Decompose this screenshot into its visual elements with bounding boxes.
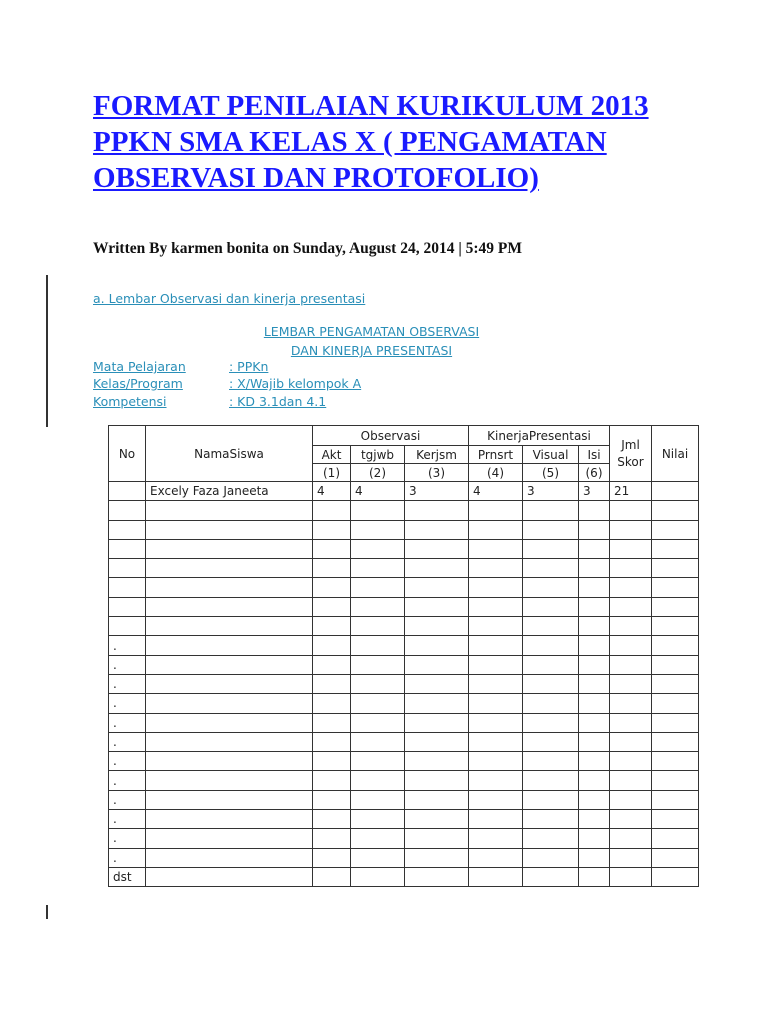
table-cell [610,829,652,848]
table-row [109,520,699,539]
table-cell [351,771,405,790]
table-cell: . [109,674,146,693]
table-cell [523,810,579,829]
table-cell [579,810,610,829]
table-cell [351,848,405,867]
table-row [109,617,699,636]
table-cell: . [109,829,146,848]
table-cell [146,501,313,520]
table-cell [523,752,579,771]
table-cell [146,829,313,848]
table-cell [469,713,523,732]
table-cell [313,752,351,771]
table-cell [351,674,405,693]
info-label: Mata Pelajaran [93,359,186,374]
table-cell [146,578,313,597]
table-row [109,655,699,674]
table-cell [579,559,610,578]
table-row [109,752,699,771]
table-cell [652,520,699,539]
header-name: NamaSiswa [146,426,313,482]
table-cell [146,655,313,674]
table-cell [579,694,610,713]
table-cell [109,578,146,597]
table-row [109,482,699,501]
table-cell [313,617,351,636]
table-cell [610,674,652,693]
table-cell [146,559,313,578]
table-cell [610,617,652,636]
table-cell [652,578,699,597]
table-cell: . [109,694,146,713]
table-cell [146,617,313,636]
info-label: Kelas/Program [93,376,183,391]
table-cell [351,752,405,771]
table-row [109,694,699,713]
table-cell [351,559,405,578]
table-cell [579,501,610,520]
table-cell: . [109,713,146,732]
header-num: (3) [405,464,469,482]
table-row [109,636,699,655]
table-cell [610,752,652,771]
table-cell [579,732,610,751]
table-cell [579,674,610,693]
table-cell [109,597,146,616]
table-cell [405,636,469,655]
table-cell [523,694,579,713]
table-row [109,713,699,732]
table-row [109,829,699,848]
table-cell: 3 [405,482,469,501]
table-cell [313,578,351,597]
table-cell [652,636,699,655]
table-cell [351,867,405,886]
header-num: (1) [313,464,351,482]
header-sub: Prnsrt [469,446,523,464]
table-cell [523,674,579,693]
table-row [109,771,699,790]
table-cell [579,790,610,809]
table-cell [523,829,579,848]
table-cell [469,597,523,616]
table-cell [405,713,469,732]
table-cell [469,810,523,829]
table-cell [610,539,652,558]
table-cell [469,501,523,520]
table-cell [146,771,313,790]
table-cell [469,790,523,809]
table-cell [351,597,405,616]
table-cell [313,848,351,867]
table-cell [469,636,523,655]
table-cell [313,674,351,693]
table-cell [146,636,313,655]
table-cell [579,597,610,616]
info-value: : KD 3.1dan 4.1 [229,394,327,409]
table-cell [579,713,610,732]
table-cell [313,732,351,751]
table-cell [405,578,469,597]
header-num: (4) [469,464,523,482]
sheet-heading-line-1: LEMBAR PENGAMATAN OBSERVASI [263,324,480,339]
table-cell [652,597,699,616]
table-cell [313,539,351,558]
table-row [109,501,699,520]
table-cell [523,867,579,886]
table-cell [405,694,469,713]
table-cell [610,636,652,655]
table-cell: dst [109,867,146,886]
table-cell [652,732,699,751]
table-cell: 4 [351,482,405,501]
table-cell [405,597,469,616]
header-sub: Visual [523,446,579,464]
table-cell [313,713,351,732]
header-no: No [109,426,146,482]
header-num: (5) [523,464,579,482]
table-cell [652,713,699,732]
table-cell [652,674,699,693]
table-cell [652,617,699,636]
section-a-heading: a. Lembar Observasi dan kinerja presentasi [93,291,366,306]
table-cell [523,597,579,616]
table-cell [313,655,351,674]
table-cell [313,790,351,809]
table-cell [146,694,313,713]
table-cell [109,617,146,636]
table-cell: . [109,636,146,655]
header-sub: Isi [579,446,610,464]
table-cell [351,539,405,558]
header-sub: Kerjsm [405,446,469,464]
table-cell [405,790,469,809]
table-cell [610,694,652,713]
table-cell [652,771,699,790]
table-cell [146,674,313,693]
table-cell: . [109,752,146,771]
table-cell [610,501,652,520]
table-cell [405,520,469,539]
table-cell [109,520,146,539]
header-num: (2) [351,464,405,482]
info-label: Kompetensi [93,394,167,409]
table-cell [652,848,699,867]
table-row [109,810,699,829]
table-cell [610,520,652,539]
table-cell [351,790,405,809]
table-cell [469,771,523,790]
table-cell [109,482,146,501]
table-cell [146,713,313,732]
table-cell [610,578,652,597]
table-cell [523,520,579,539]
table-row [109,559,699,578]
table-cell [109,501,146,520]
table-cell [652,694,699,713]
table-cell [579,520,610,539]
table-cell [579,617,610,636]
table-cell [579,752,610,771]
header-kinerja: KinerjaPresentasi [469,426,610,446]
table-cell [610,848,652,867]
table-cell [469,655,523,674]
table-cell [523,578,579,597]
table-cell [469,559,523,578]
table-cell [313,867,351,886]
table-cell [351,829,405,848]
table-cell [351,636,405,655]
table-cell [523,848,579,867]
header-sub: tgjwb [351,446,405,464]
table-cell [579,829,610,848]
table-row [109,867,699,886]
table-cell [523,771,579,790]
table-cell [146,732,313,751]
header-observasi: Observasi [313,426,469,446]
table-cell [405,829,469,848]
table-cell [146,848,313,867]
table-cell [523,539,579,558]
table-cell: 21 [610,482,652,501]
table-cell [579,867,610,886]
header-jml-skor: Jml Skor [610,426,652,482]
table-cell [523,559,579,578]
table-cell [579,655,610,674]
sheet-heading-line-2: DAN KINERJA PRESENTASI [290,343,453,358]
table-cell [313,694,351,713]
table-cell [405,752,469,771]
table-cell [610,713,652,732]
table-cell [405,559,469,578]
table-cell [405,732,469,751]
table-cell [351,501,405,520]
table-cell: . [109,848,146,867]
table-cell [652,790,699,809]
table-cell [610,810,652,829]
table-cell [523,636,579,655]
table-cell [579,578,610,597]
table-cell [579,636,610,655]
table-cell [313,829,351,848]
assessment-table [108,425,699,887]
table-cell [469,732,523,751]
table-cell [351,655,405,674]
table-cell [652,752,699,771]
table-cell [469,578,523,597]
table-cell: Excely Faza Janeeta [146,482,313,501]
table-cell [610,867,652,886]
table-cell: . [109,732,146,751]
info-value: : X/Wajib kelompok A [229,376,362,391]
table-cell: . [109,790,146,809]
table-cell [313,771,351,790]
table-cell [351,810,405,829]
table-cell [579,539,610,558]
table-cell [469,520,523,539]
table-cell [652,810,699,829]
table-cell [610,732,652,751]
table-row [109,848,699,867]
table-cell [523,790,579,809]
header-nilai: Nilai [652,426,699,482]
info-subject [93,359,268,374]
table-cell [469,829,523,848]
table-cell [610,559,652,578]
header-num: (6) [579,464,610,482]
table-cell [523,713,579,732]
table-cell: . [109,810,146,829]
table-cell [652,501,699,520]
table-cell [652,559,699,578]
header-sub: Akt [313,446,351,464]
table-cell [579,771,610,790]
table-cell [146,810,313,829]
table-cell [405,771,469,790]
table-cell [610,597,652,616]
table-cell [523,732,579,751]
table-cell [523,655,579,674]
info-competence [93,394,326,409]
info-value: : PPKn [229,359,269,374]
table-cell [610,655,652,674]
table-cell: 4 [469,482,523,501]
table-cell [405,655,469,674]
table-cell [652,829,699,848]
table-cell [610,790,652,809]
table-cell [652,655,699,674]
table-cell [351,578,405,597]
table-cell [610,771,652,790]
table-cell [351,732,405,751]
table-cell [313,636,351,655]
table-cell [523,617,579,636]
table-cell [146,867,313,886]
post-byline: Written By karmen bonita on Sunday, August 24, 2014 | 5:49 PM [93,240,523,257]
table-cell [351,617,405,636]
table-row [109,578,699,597]
table-cell [652,867,699,886]
table-cell: 3 [523,482,579,501]
table-cell [109,539,146,558]
table-cell [351,713,405,732]
table-cell [313,559,351,578]
info-class [93,376,361,391]
table-cell [351,520,405,539]
table-cell [469,617,523,636]
table-cell [146,597,313,616]
table-cell [313,520,351,539]
table-cell [313,810,351,829]
table-cell [405,501,469,520]
table-cell [652,482,699,501]
table-row [109,790,699,809]
table-cell [405,810,469,829]
left-margin-bar [46,275,48,427]
table-cell [469,694,523,713]
table-row [109,539,699,558]
table-cell [351,694,405,713]
table-cell [579,848,610,867]
table-cell [405,539,469,558]
table-cell: 4 [313,482,351,501]
table-cell: . [109,655,146,674]
table-cell [469,752,523,771]
table-cell [405,867,469,886]
table-cell [405,617,469,636]
table-cell [469,674,523,693]
table-row [109,597,699,616]
table-cell [109,559,146,578]
table-cell [405,674,469,693]
table-cell: 3 [579,482,610,501]
table-cell [652,539,699,558]
left-margin-bar-lower [46,905,48,919]
table-row [109,674,699,693]
table-cell [523,501,579,520]
table-cell: . [109,771,146,790]
table-cell [469,867,523,886]
table-cell [146,539,313,558]
table-cell [469,539,523,558]
table-cell [146,520,313,539]
table-cell [313,501,351,520]
table-cell [405,848,469,867]
table-cell [469,848,523,867]
table-cell [146,790,313,809]
table-cell [146,752,313,771]
table-cell [313,597,351,616]
post-title[interactable]: FORMAT PENILAIAN KURIKULUM 2013 PPKN SMA KELAS X ( PENGAMATAN OBSERVASI DAN PROTOFOLIO) [93,90,649,194]
table-row [109,732,699,751]
